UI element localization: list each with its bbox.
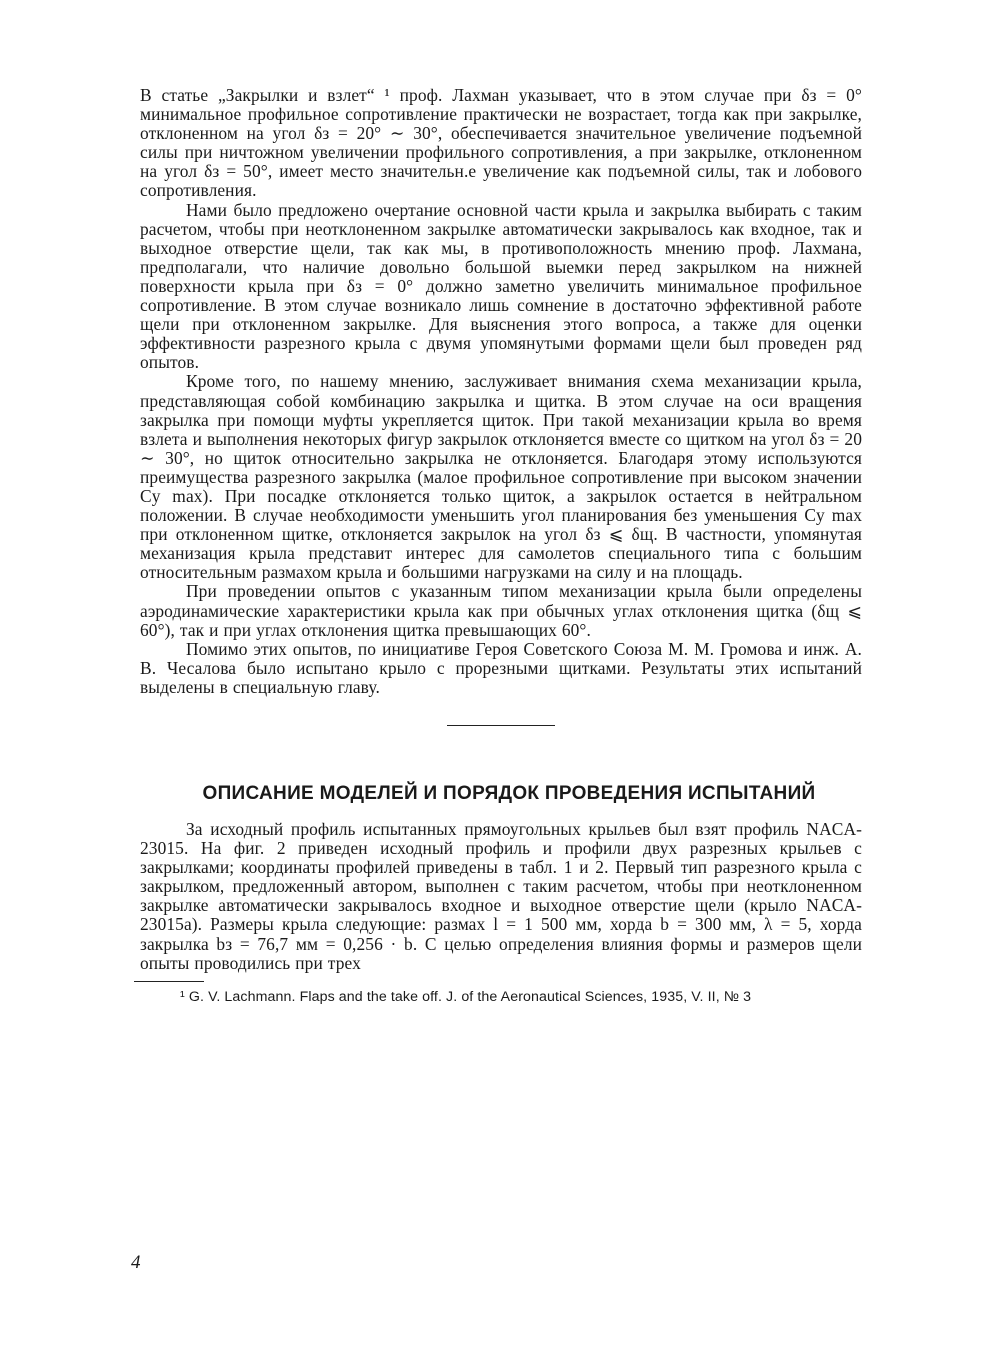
footnote-rule — [134, 981, 204, 982]
page-number: 4 — [131, 1252, 141, 1273]
paragraph-experiments: При проведении опытов с указанным типом механизации крыла были определены аэродинамические характеристики крыла как при обычных углах отклонения щитка (δщ ⩽ 60°), так и при углах отклонения щитка превышающих 60°. — [140, 581, 862, 640]
paragraph-lachmann: В статье „Закрылки и взлет“ ¹ проф. Лахман указывает, что в этом случае при δз = 0° минимальное профильное сопротивление практически не возрастает, тогда как при закрылке, отклоненном на угол δз = 20° ∼ 30°, обеспечивается значительное увеличение подъемной силы при ничтожном увеличении профильного сопротивления, а при закрылке, отклоненном на угол δз = 50°, имеет место значительн.е увеличение как подъемной силы, так и лобового сопротивления. — [140, 85, 862, 201]
paragraph-proposal: Нами было предложено очертание основной части крыла и закрылка выбирать с таким расчетом, чтобы при неотклоненном закрылке автоматически закрывалось как входное, так и выходное отверстие щели, так как мы, в противоположность мнению проф. Лахмана, предполагали, что наличие довольно большой выемки перед закрылком на нижней поверхности крыла при δз = 0° должно заметно увеличить минимальное профильное сопротивление. В этом случае возникало лишь сомнение в достаточно эффективной работе щели при отклоненном закрылке. Для выяснения этого вопроса, а также для оценки эффективности разрезного крыла с двумя упомянутыми формами щели был проведен ряд опытов. — [140, 199, 862, 373]
footnote: ¹ G. V. Lachmann. Flaps and the take off. J. of the Aeronautical Sciences, 1935, V. II, № 3 — [180, 988, 752, 1005]
page-body — [140, 86, 862, 1006]
section-heading: ОПИСАНИЕ МОДЕЛЕЙ И ПОРЯДОК ПРОВЕДЕНИЯ ИСПЫТАНИЙ — [202, 783, 816, 804]
section-separator — [447, 725, 555, 726]
paragraph-combination: Кроме того, по нашему мнению, заслуживает внимания схема механизации крыла, представляющая собой комбинацию закрылка и щитка. В этом случае на оси вращения закрылка при помощи муфты укрепляется щиток. При такой механизации крыла во время взлета и выполнения некоторых фигур закрылок отклоняется вместе со щитком на угол δз = 20 ∼ 30°, но щиток относительно закрылка не отклоняется. Благодаря этому используются преимущества разрезного закрылка (малое профильное сопротивление при высоком значении Cy max). При посадке отклоняется только щиток, а закрылок остается в нейтральном положении. В случае необходимости уменьшить угол планирования без уменьшения Cy max при отклоненном щитке, отклоняется закрылок на угол δз ⩽ δщ. В частности, упомянутая механизация крыла представит интерес для самолетов специального типа с большим относительным размахом крыла и большими нагрузками на силу и на площадь. — [140, 371, 862, 583]
paragraph-gromov: Помимо этих опытов, по инициативе Героя Советского Союза М. М. Громова и инж. А. В. Чесалова было испытано крыло с прорезными щитками. Результаты этих испытаний выделены в специальную главу. — [140, 638, 862, 697]
paragraph-models: За исходный профиль испытанных прямоугольных крыльев был взят профиль NACA-23015. На фиг. 2 приведен исходный профиль и профили двух разрезных крыльев с закрылками; координаты профилей приведены в табл. 1 и 2. Первый тип разрезного крыла с закрылком, предложенный автором, выполнен с таким расчетом, чтобы при неотклоненном закрылке автоматически закрывалось входное и выходное отверстие щели (крыло NACA-23015а). Размеры крыла следующие: размах l = 1 500 мм, хорда b = 300 мм, λ = 5, хорда закрылка bз = 76,7 мм = 0,256 · b. С целью определения влияния формы и размеров щели опыты проводились при трех — [140, 819, 862, 973]
